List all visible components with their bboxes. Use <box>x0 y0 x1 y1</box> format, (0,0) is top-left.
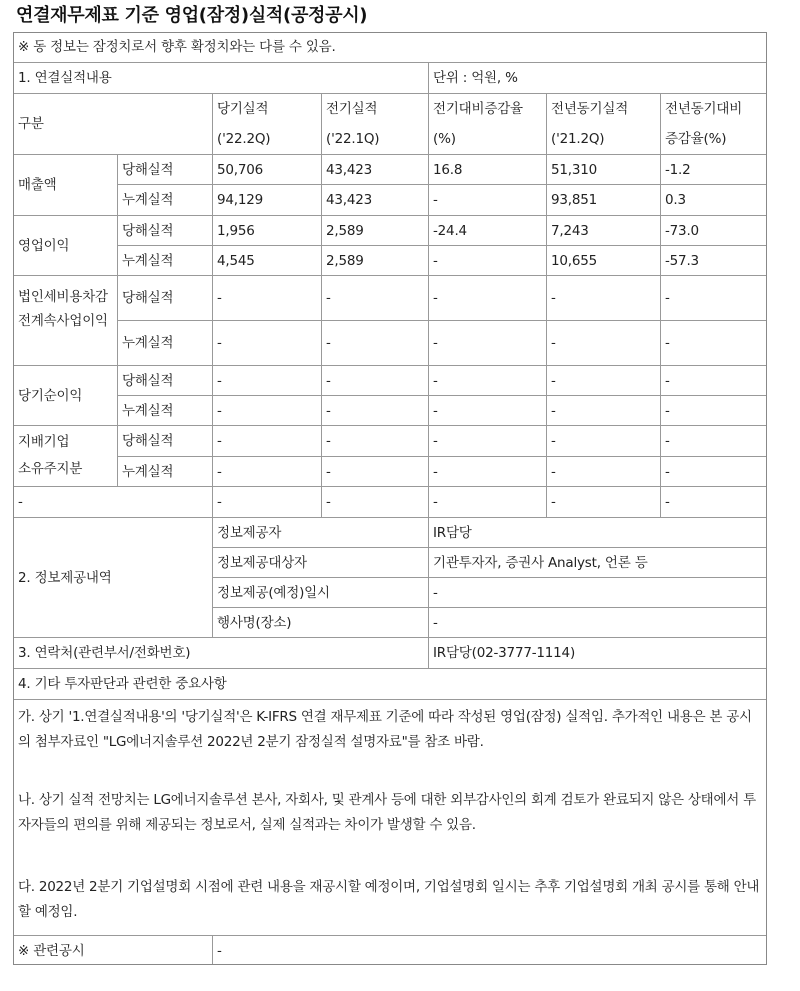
table-cell: - <box>660 395 766 425</box>
row-sub-label: 당해실적 <box>117 275 212 320</box>
table-cell: 94,129 <box>212 184 321 215</box>
table-cell: 51,310 <box>546 154 660 184</box>
notice-cell <box>14 33 766 62</box>
table-cell: - <box>321 456 428 486</box>
info-key: 정보제공대상자 <box>212 547 428 577</box>
table-cell: - <box>321 320 428 365</box>
table-cell: 10,655 <box>546 245 660 275</box>
row-sub-label: 당해실적 <box>117 365 212 395</box>
related-label: ※ 관련공시 <box>14 935 212 964</box>
notes-paragraph: 가. 상기 '1.연결실적내용'의 '당기실적'은 K-IFRS 연결 재무제표 기준에 따라 작성된 영업(잠정) 실적임. 추가적인 내용은 본 공시의 첨부자료인 "LG에너지솔루션 2022년 2분기 잠정실적 설명자료"를 참조 바람. <box>14 699 766 788</box>
table-cell: - <box>428 275 546 320</box>
table-cell: - <box>660 425 766 456</box>
table-cell: - <box>428 425 546 456</box>
row-sub-label: 당해실적 <box>117 425 212 456</box>
row-group-label: 법인세비용차감전계속사업이익 <box>14 275 117 365</box>
table-cell: - <box>660 275 766 320</box>
table-cell: - <box>321 395 428 425</box>
table-cell: 2,589 <box>321 245 428 275</box>
table-cell: 16.8 <box>428 154 546 184</box>
table-cell: 7,243 <box>546 215 660 245</box>
header-category: 구분 <box>14 93 212 154</box>
table-cell: - <box>660 365 766 395</box>
section1-label: 1. 연결실적내용 <box>14 62 428 93</box>
table-cell: -73.0 <box>660 215 766 245</box>
info-key: 행사명(장소) <box>212 607 428 637</box>
table-cell: - <box>428 184 546 215</box>
table-cell: - <box>212 425 321 456</box>
table-cell: - <box>428 395 546 425</box>
unit-label: 단위 : 억원, % <box>428 62 766 93</box>
table-cell: - <box>660 320 766 365</box>
table-cell: - <box>212 486 321 517</box>
header-current: 당기실적 ('22.2Q) <box>212 93 321 154</box>
info-key: 정보제공(예정)일시 <box>212 577 428 607</box>
info-value: IR담당 <box>428 517 766 547</box>
table-cell: - <box>660 486 766 517</box>
table-cell: - <box>428 486 546 517</box>
table-cell: 50,706 <box>212 154 321 184</box>
notes-paragraph: 다. 2022년 2분기 기업설명회 시점에 관련 내용을 재공시할 예정이며, 기업설명회 일시는 추후 기업설명회 개최 공시를 통해 안내할 예정임. <box>18 879 760 920</box>
table-cell: 43,423 <box>321 154 428 184</box>
table-cell: - <box>321 425 428 456</box>
table-cell: -24.4 <box>428 215 546 245</box>
table-cell: - <box>428 456 546 486</box>
info-value: 기관투자자, 증권사 Analyst, 언론 등 <box>428 547 766 577</box>
table-cell: - <box>546 425 660 456</box>
table-cell: - <box>212 365 321 395</box>
info-key: 정보제공자 <box>212 517 428 547</box>
table-cell: - <box>212 456 321 486</box>
table-cell: - <box>546 395 660 425</box>
table-cell: - <box>546 275 660 320</box>
table-cell: -1.2 <box>660 154 766 184</box>
row-group-label: 영업이익 <box>14 215 117 275</box>
table-cell: - <box>321 365 428 395</box>
notes-paragraph: 나. 상기 실적 전망치는 LG에너지솔루션 본사, 자회사, 및 관계사 등에 대한 외부감사인의 회계 검토가 완료되지 않은 상태에서 투자자들의 편의를 위해 제공되는 정보로서, 실제 실적과는 차이가 발생할 수 있음. <box>18 792 756 833</box>
row-sub-label: 당해실적 <box>117 154 212 184</box>
row-sub-label: 누계실적 <box>117 395 212 425</box>
info-value: - <box>428 577 766 607</box>
section2-label: 2. 정보제공내역 <box>14 517 212 637</box>
table-cell: - <box>212 275 321 320</box>
page-title: 연결재무제표 기준 영업(잠정)실적(공정공시) <box>16 5 368 26</box>
table-cell: 0.3 <box>660 184 766 215</box>
table-cell: - <box>546 320 660 365</box>
section4-label: 4. 기타 투자판단과 관련한 중요사항 <box>14 668 766 699</box>
contact-value: IR담당(02-3777-1114) <box>428 637 766 668</box>
header-yoy-change: 전년동기대비 증감율(%) <box>660 93 766 154</box>
notice-text: ※ 동 정보는 잠정치로서 향후 확정치와는 다를 수 있음. <box>18 39 336 55</box>
table-cell: - <box>321 486 428 517</box>
row-sub-label: 누계실적 <box>117 320 212 365</box>
table-cell: 43,423 <box>321 184 428 215</box>
table-cell: 93,851 <box>546 184 660 215</box>
table-cell: 4,545 <box>212 245 321 275</box>
row-sub-label: 당해실적 <box>117 215 212 245</box>
header-previous: 전기실적 ('22.1Q) <box>321 93 428 154</box>
table-cell: - <box>14 486 212 517</box>
row-sub-label: 누계실적 <box>117 456 212 486</box>
table-cell: - <box>428 245 546 275</box>
table-cell: - <box>212 395 321 425</box>
info-value: - <box>428 607 766 637</box>
table-cell: - <box>546 486 660 517</box>
row-sub-label: 누계실적 <box>117 245 212 275</box>
table-cell: - <box>546 456 660 486</box>
header-qoq: 전기대비증감율 (%) <box>428 93 546 154</box>
row-sub-label: 누계실적 <box>117 184 212 215</box>
row-group-label: 매출액 <box>14 154 117 215</box>
table-cell: - <box>546 365 660 395</box>
table-cell: -57.3 <box>660 245 766 275</box>
disclosure-table <box>13 32 767 965</box>
table-cell: 2,589 <box>321 215 428 245</box>
table-cell: - <box>660 456 766 486</box>
table-cell: - <box>321 275 428 320</box>
header-yoy: 전년동기실적 ('21.2Q) <box>546 93 660 154</box>
related-value: - <box>212 935 766 964</box>
table-cell: - <box>212 320 321 365</box>
section3-label: 3. 연락처(관련부서/전화번호) <box>14 637 428 668</box>
table-cell: - <box>428 365 546 395</box>
table-cell: - <box>428 320 546 365</box>
row-group-label: 당기순이익 <box>14 365 117 425</box>
table-cell: 1,956 <box>212 215 321 245</box>
row-group-label: 지배기업 소유주지분 <box>14 425 117 486</box>
